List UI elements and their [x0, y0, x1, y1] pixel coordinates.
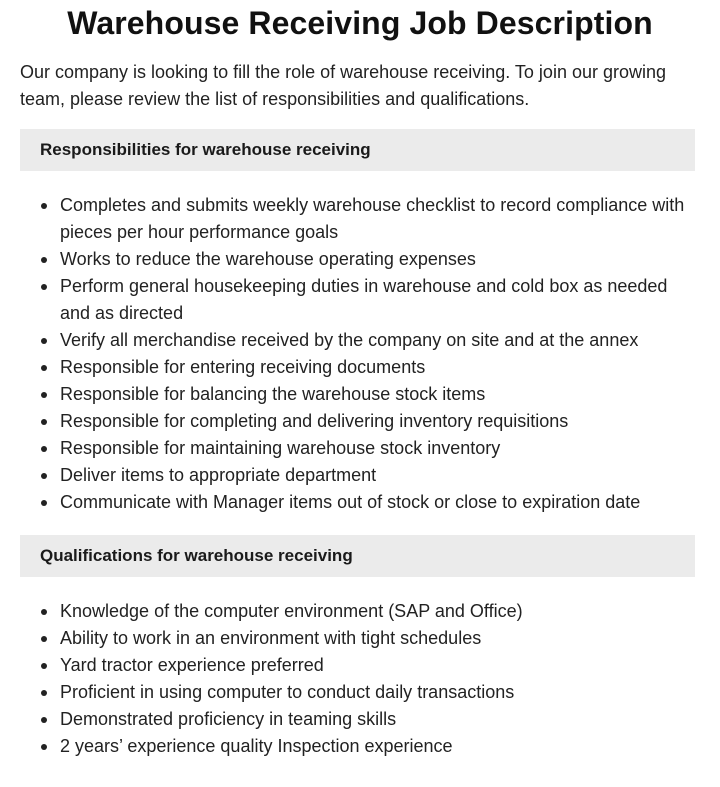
bullet-icon [41, 473, 47, 479]
qualifications-list [0, 598, 720, 760]
list-item [0, 273, 720, 327]
list-item [0, 706, 720, 733]
list-item-text: Completes and submits weekly warehouse checklist to record compliance with pieces per hour performance goals [60, 195, 685, 242]
list-item-text: Responsible for entering receiving documents [60, 357, 426, 377]
list-item-text: Perform general housekeeping duties in warehouse and cold box as needed and as directed [60, 276, 668, 323]
list-item-text: Communicate with Manager items out of stock or close to expiration date [60, 492, 641, 512]
bullet-icon [41, 203, 47, 209]
list-item-text: Works to reduce the warehouse operating expenses [60, 249, 476, 269]
list-item [0, 327, 720, 354]
bullet-icon [41, 609, 47, 615]
bullet-icon [41, 419, 47, 425]
bullet-icon [41, 392, 47, 398]
responsibilities-heading: Responsibilities for warehouse receiving [20, 129, 695, 171]
list-item [0, 625, 720, 652]
list-item [0, 598, 720, 625]
list-item [0, 652, 720, 679]
list-item-text: 2 years’ experience quality Inspection experience [60, 736, 453, 756]
bullet-icon [41, 636, 47, 642]
bullet-icon [41, 744, 47, 750]
bullet-icon [41, 284, 47, 290]
bullet-icon [41, 365, 47, 371]
list-item-text: Proficient in using computer to conduct daily transactions [60, 682, 515, 702]
bullet-icon [41, 717, 47, 723]
list-item [0, 246, 720, 273]
list-item-text: Responsible for balancing the warehouse stock items [60, 384, 486, 404]
bullet-icon [41, 338, 47, 344]
bullet-icon [41, 500, 47, 506]
list-item-text: Deliver items to appropriate department [60, 465, 377, 485]
list-item [0, 435, 720, 462]
list-item-text: Verify all merchandise received by the company on site and at the annex [60, 330, 639, 350]
list-item [0, 462, 720, 489]
bullet-icon [41, 690, 47, 696]
intro-paragraph: Our company is looking to fill the role of warehouse receiving. To join our growing team, please review the list of responsibilities and qualifications. [20, 62, 667, 109]
list-item-text: Knowledge of the computer environment (SAP and Office) [60, 601, 523, 621]
list-item-text: Yard tractor experience preferred [60, 655, 324, 675]
list-item-text: Ability to work in an environment with tight schedules [60, 628, 482, 648]
bullet-icon [41, 663, 47, 669]
list-item [0, 381, 720, 408]
bullet-icon [41, 257, 47, 263]
list-item [0, 354, 720, 381]
list-item [0, 192, 720, 246]
list-item [0, 679, 720, 706]
list-item-text: Responsible for maintaining warehouse stock inventory [60, 438, 501, 458]
qualifications-heading: Qualifications for warehouse receiving [20, 535, 695, 577]
list-item [0, 733, 720, 760]
bullet-icon [41, 446, 47, 452]
page-title: Warehouse Receiving Job Description [67, 5, 653, 41]
list-item-text: Demonstrated proficiency in teaming skills [60, 709, 397, 729]
list-item-text: Responsible for completing and delivering inventory requisitions [60, 411, 569, 431]
list-item [0, 408, 720, 435]
list-item [0, 489, 720, 516]
responsibilities-list [0, 192, 720, 516]
